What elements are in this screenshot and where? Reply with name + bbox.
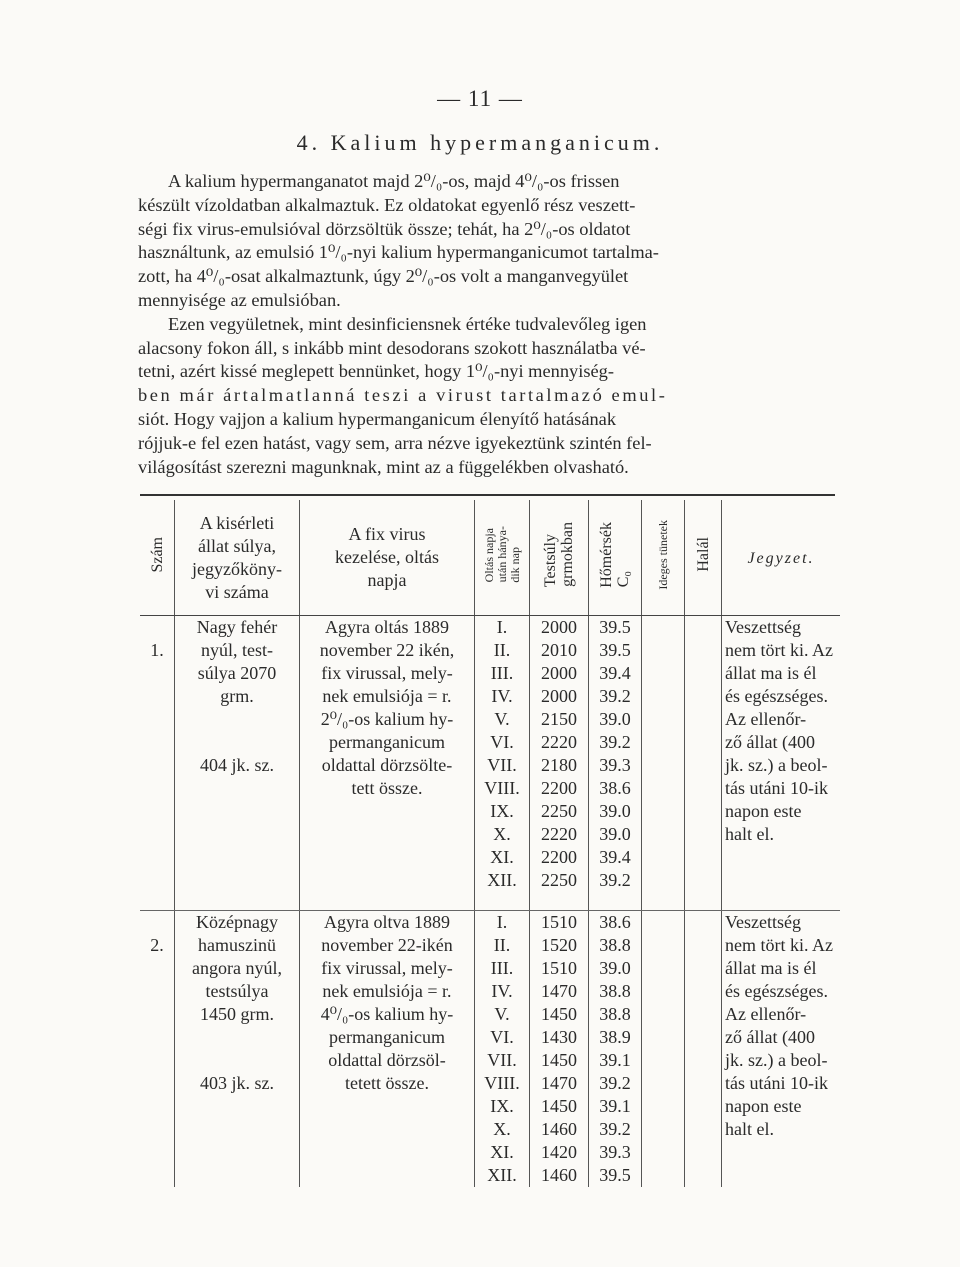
cell-line: november 22-ikén bbox=[321, 935, 453, 955]
cell-line: 39.2 bbox=[599, 1119, 631, 1139]
group-separator bbox=[140, 892, 840, 911]
header-line: Hőmérsék bbox=[598, 521, 615, 588]
cell-line: 2000 bbox=[541, 617, 577, 637]
cell-line: 39.4 bbox=[599, 663, 631, 683]
section-title: 4. Kalium hypermanganicum. bbox=[296, 130, 664, 155]
cell-halal bbox=[685, 911, 722, 1188]
cell-line: 2150 bbox=[541, 709, 577, 729]
cell-line: 39.4 bbox=[599, 847, 631, 867]
header-line: A kisérleti bbox=[199, 512, 275, 533]
cell-sulyok bbox=[530, 911, 589, 1188]
cell-line: halt el. bbox=[725, 1119, 774, 1139]
cell-line: nek emulsiója = r. bbox=[322, 686, 452, 706]
cell-napok bbox=[475, 911, 530, 1188]
cell-line: VI. bbox=[490, 1027, 514, 1047]
cell-line: 2010 bbox=[541, 640, 577, 660]
header-line: C₀ bbox=[615, 571, 632, 588]
cell-line: 39.0 bbox=[599, 801, 631, 821]
cell-jegyzet bbox=[722, 911, 841, 1188]
cell-line: 39.1 bbox=[599, 1050, 631, 1070]
header-line: vi száma bbox=[205, 581, 269, 602]
header-line: Testsúly bbox=[542, 533, 559, 587]
cell-line: Az ellenőr- bbox=[725, 1004, 807, 1024]
text-line: készült vízoldatban alkalmaztuk. Ez oldatokat egyenlő rész veszett- bbox=[138, 194, 636, 215]
header-testsuly bbox=[530, 500, 589, 616]
cell-line: 39.3 bbox=[599, 1142, 631, 1162]
text-line: tetni, azért kissé meglepett bennünket, hogy 1⁰/₀-nyi mennyiség- bbox=[138, 361, 614, 382]
experiment-table bbox=[140, 500, 840, 1187]
header-kezeles bbox=[300, 500, 475, 616]
header-halal: Halál bbox=[685, 500, 722, 616]
header-homerseklet bbox=[589, 500, 642, 616]
cell-allat bbox=[175, 616, 300, 893]
cell-line: permanganicum bbox=[329, 732, 445, 752]
cell-szam bbox=[140, 616, 175, 893]
text-line: rójjuk-e fel ezen hatást, vagy sem, arra nézve igyekeztünk szintén fel- bbox=[138, 432, 652, 453]
header-ideges: Ideges tünetek bbox=[642, 500, 685, 616]
cell-line: nem tört ki. Az bbox=[725, 935, 833, 955]
cell-line: 1470 bbox=[541, 1073, 577, 1093]
header-line: A fix virus bbox=[348, 524, 426, 544]
cell-line bbox=[178, 1026, 296, 1049]
text-line: siót. Hogy vajjon a kalium hypermanganicum élenyítő hatásának bbox=[138, 408, 617, 429]
text-line: alacsony fokon áll, s inkább mint desodorans szokott használatba vé- bbox=[138, 337, 646, 358]
cell-line: 2000 bbox=[541, 686, 577, 706]
cell-line: 39.2 bbox=[599, 686, 631, 706]
header-jegyzet: Jegyzet. bbox=[722, 500, 841, 616]
cell-line: Az ellenőr- bbox=[725, 709, 807, 729]
header-oltas-nap bbox=[475, 500, 530, 616]
cell-line: tett össze. bbox=[351, 778, 423, 798]
cell-line: 2220 bbox=[541, 824, 577, 844]
cell-line: X. bbox=[493, 1119, 511, 1139]
cell-napok bbox=[475, 616, 530, 893]
body-text bbox=[138, 170, 838, 479]
cell-line: 1510 bbox=[541, 958, 577, 978]
cell-line: 2. bbox=[150, 935, 164, 955]
cell-line: 1450 bbox=[541, 1050, 577, 1070]
cell-line: angora nyúl, bbox=[192, 958, 282, 978]
cell-line: 2⁰/₀-os kalium hy- bbox=[320, 709, 454, 729]
cell-line: Veszettség bbox=[725, 617, 801, 637]
cell-line: tetett össze. bbox=[345, 1073, 429, 1093]
cell-line: 1460 bbox=[541, 1119, 577, 1139]
cell-line: 38.8 bbox=[599, 935, 631, 955]
cell-line: fix virussal, mely- bbox=[321, 663, 453, 683]
cell-line: VII. bbox=[487, 755, 517, 775]
cell-line: 2000 bbox=[541, 663, 577, 683]
cell-line: állat ma is él bbox=[725, 958, 817, 978]
cell-line: 39.1 bbox=[599, 1096, 631, 1116]
cell-line: 2200 bbox=[541, 847, 577, 867]
cell-line: 1470 bbox=[541, 981, 577, 1001]
cell-line: 2200 bbox=[541, 778, 577, 798]
cell-homersekletek bbox=[589, 911, 642, 1188]
cell-kezeles bbox=[300, 911, 475, 1188]
cell-line: 403 jk. sz. bbox=[200, 1073, 274, 1093]
cell-line: súlya 2070 bbox=[197, 663, 277, 683]
cell-line: 39.2 bbox=[599, 1073, 631, 1093]
cell-line: XII. bbox=[487, 1165, 517, 1185]
cell-kezeles bbox=[300, 616, 475, 893]
cell-line: I. bbox=[496, 617, 508, 637]
cell-line: VI. bbox=[490, 732, 514, 752]
paragraph-2 bbox=[138, 313, 838, 480]
cell-line: III. bbox=[490, 663, 514, 683]
cell-line: nek emulsiója = r. bbox=[322, 981, 452, 1001]
cell-line: IX. bbox=[490, 1096, 514, 1116]
cell-line: III. bbox=[490, 958, 514, 978]
text-line: A kalium hypermanganatot majd 2⁰/₀-os, majd 4⁰/₀-os frissen bbox=[168, 171, 620, 191]
cell-line: 39.5 bbox=[599, 1165, 631, 1185]
cell-line: Agyra oltva 1889 bbox=[324, 912, 450, 932]
cell-line: II. bbox=[493, 640, 511, 660]
cell-line: I. bbox=[496, 912, 508, 932]
header-allat bbox=[175, 500, 300, 616]
cell-line: 1520 bbox=[541, 935, 577, 955]
cell-line bbox=[178, 731, 296, 754]
cell-line: 38.6 bbox=[599, 912, 631, 932]
cell-line: Veszettség bbox=[725, 912, 801, 932]
cell-line: grm. bbox=[220, 686, 254, 706]
header-line: jegyzőköny- bbox=[192, 558, 282, 579]
cell-line: november 22 ikén, bbox=[319, 640, 455, 660]
cell-line: 39.2 bbox=[599, 732, 631, 752]
cell-line: állat ma is él bbox=[725, 663, 817, 683]
table-top-rule bbox=[140, 494, 835, 496]
cell-line bbox=[178, 708, 296, 731]
cell-halal bbox=[685, 616, 722, 893]
cell-line: napon este bbox=[725, 1096, 802, 1116]
cell-line: 1430 bbox=[541, 1027, 577, 1047]
cell-line: és egészséges. bbox=[725, 981, 828, 1001]
cell-allat bbox=[175, 911, 300, 1188]
text-line: ben már ártalmatlanná teszi a virust tartalmazó emul- bbox=[138, 385, 668, 406]
cell-line: XI. bbox=[490, 847, 514, 867]
cell-line: IV. bbox=[491, 981, 513, 1001]
cell-line: 2220 bbox=[541, 732, 577, 752]
cell-line: permanganicum bbox=[329, 1027, 445, 1047]
cell-line: hamuszinü bbox=[198, 935, 276, 955]
cell-line: jk. sz.) a beol- bbox=[725, 755, 828, 775]
table-row bbox=[140, 616, 840, 893]
cell-line: 38.9 bbox=[599, 1027, 631, 1047]
cell-line: 1460 bbox=[541, 1165, 577, 1185]
cell-line: 2180 bbox=[541, 755, 577, 775]
cell-line: tás utáni 10-ik bbox=[725, 1073, 828, 1093]
cell-line: 39.0 bbox=[599, 824, 631, 844]
text-line: ségi fix virus-emulsióval dörzsöltük össze; tehát, ha 2⁰/₀-os oldatot bbox=[138, 218, 631, 239]
paragraph-1 bbox=[138, 170, 838, 313]
cell-line: 1. bbox=[150, 640, 164, 660]
cell-line: 1450 bbox=[541, 1004, 577, 1024]
cell-line: Agyra oltás 1889 bbox=[325, 617, 449, 637]
header-line: után hánya- bbox=[494, 526, 509, 583]
cell-line: nem tört ki. Az bbox=[725, 640, 833, 660]
cell-line: 4⁰/₀-os kalium hy- bbox=[320, 1004, 454, 1024]
cell-line: 1450 grm. bbox=[200, 1004, 274, 1024]
cell-line bbox=[178, 1049, 296, 1072]
header-line: napja bbox=[367, 570, 407, 590]
cell-line: napon este bbox=[725, 801, 802, 821]
cell-ideges bbox=[642, 911, 685, 1188]
cell-line: 39.0 bbox=[599, 958, 631, 978]
cell-sulyok bbox=[530, 616, 589, 893]
cell-line: oldattal dörzsöl- bbox=[328, 1050, 446, 1070]
cell-line: halt el. bbox=[725, 824, 774, 844]
cell-line: 39.5 bbox=[599, 640, 631, 660]
cell-line: 2250 bbox=[541, 801, 577, 821]
cell-line: ző állat (400 bbox=[725, 1027, 815, 1047]
cell-line: 39.5 bbox=[599, 617, 631, 637]
text-line: használtunk, az emulsió 1⁰/₀-nyi kalium hypermanganicumot tartalma- bbox=[138, 242, 659, 263]
table-row bbox=[140, 911, 840, 1188]
cell-jegyzet bbox=[722, 616, 841, 893]
text-line: világosítást szerezni magunknak, mint az a függelékben olvasható. bbox=[138, 456, 629, 477]
cell-line: V. bbox=[494, 1004, 510, 1024]
cell-line: IX. bbox=[490, 801, 514, 821]
cell-line: 39.2 bbox=[599, 870, 631, 890]
cell-line: X. bbox=[493, 824, 511, 844]
cell-line: VII. bbox=[487, 1050, 517, 1070]
header-line: kezelése, oltás bbox=[335, 547, 439, 567]
cell-line: tás utáni 10-ik bbox=[725, 778, 828, 798]
header-line: állat súlya, bbox=[198, 535, 276, 556]
cell-line: fix virussal, mely- bbox=[321, 958, 453, 978]
table-header-row bbox=[140, 500, 840, 616]
cell-line: 2250 bbox=[541, 870, 577, 890]
text-line: mennyisége az emulsióban. bbox=[138, 289, 341, 310]
header-szam: Szám bbox=[140, 500, 175, 616]
cell-line: IV. bbox=[491, 686, 513, 706]
cell-line: 1450 bbox=[541, 1096, 577, 1116]
page-number: — 11 — bbox=[437, 86, 523, 111]
cell-line: ző állat (400 bbox=[725, 732, 815, 752]
cell-line: XII. bbox=[487, 870, 517, 890]
cell-line: XI. bbox=[490, 1142, 514, 1162]
cell-line: jk. sz.) a beol- bbox=[725, 1050, 828, 1070]
cell-line: V. bbox=[494, 709, 510, 729]
header-line: dik nap bbox=[507, 546, 522, 583]
cell-line: 38.8 bbox=[599, 981, 631, 1001]
text-line: zott, ha 4⁰/₀-osat alkalmaztunk, úgy 2⁰/₀-os volt a manganvegyület bbox=[138, 266, 629, 287]
cell-line: 38.6 bbox=[599, 778, 631, 798]
header-line: Oltás napja bbox=[481, 528, 496, 583]
cell-line: VIII. bbox=[484, 778, 520, 798]
cell-line: 404 jk. sz. bbox=[200, 755, 274, 775]
text-line: Ezen vegyületnek, mint desinficiensnek értéke tudvalevőleg igen bbox=[168, 313, 647, 334]
cell-line: VIII. bbox=[484, 1073, 520, 1093]
cell-homersekletek bbox=[589, 616, 642, 893]
cell-line: és egészséges. bbox=[725, 686, 828, 706]
cell-line: 1420 bbox=[541, 1142, 577, 1162]
header-line: grmokban bbox=[559, 522, 576, 587]
cell-line: 38.8 bbox=[599, 1004, 631, 1024]
cell-line: 39.3 bbox=[599, 755, 631, 775]
cell-line: Középnagy bbox=[196, 912, 278, 932]
cell-line: testsúlya bbox=[205, 981, 269, 1001]
cell-line: 1510 bbox=[541, 912, 577, 932]
cell-line: 39.0 bbox=[599, 709, 631, 729]
cell-ideges bbox=[642, 616, 685, 893]
cell-line: II. bbox=[493, 935, 511, 955]
cell-szam bbox=[140, 911, 175, 1188]
cell-line: nyúl, test- bbox=[201, 640, 273, 660]
cell-line: oldattal dörzsölte- bbox=[321, 755, 453, 775]
cell-line: Nagy fehér bbox=[196, 617, 278, 637]
